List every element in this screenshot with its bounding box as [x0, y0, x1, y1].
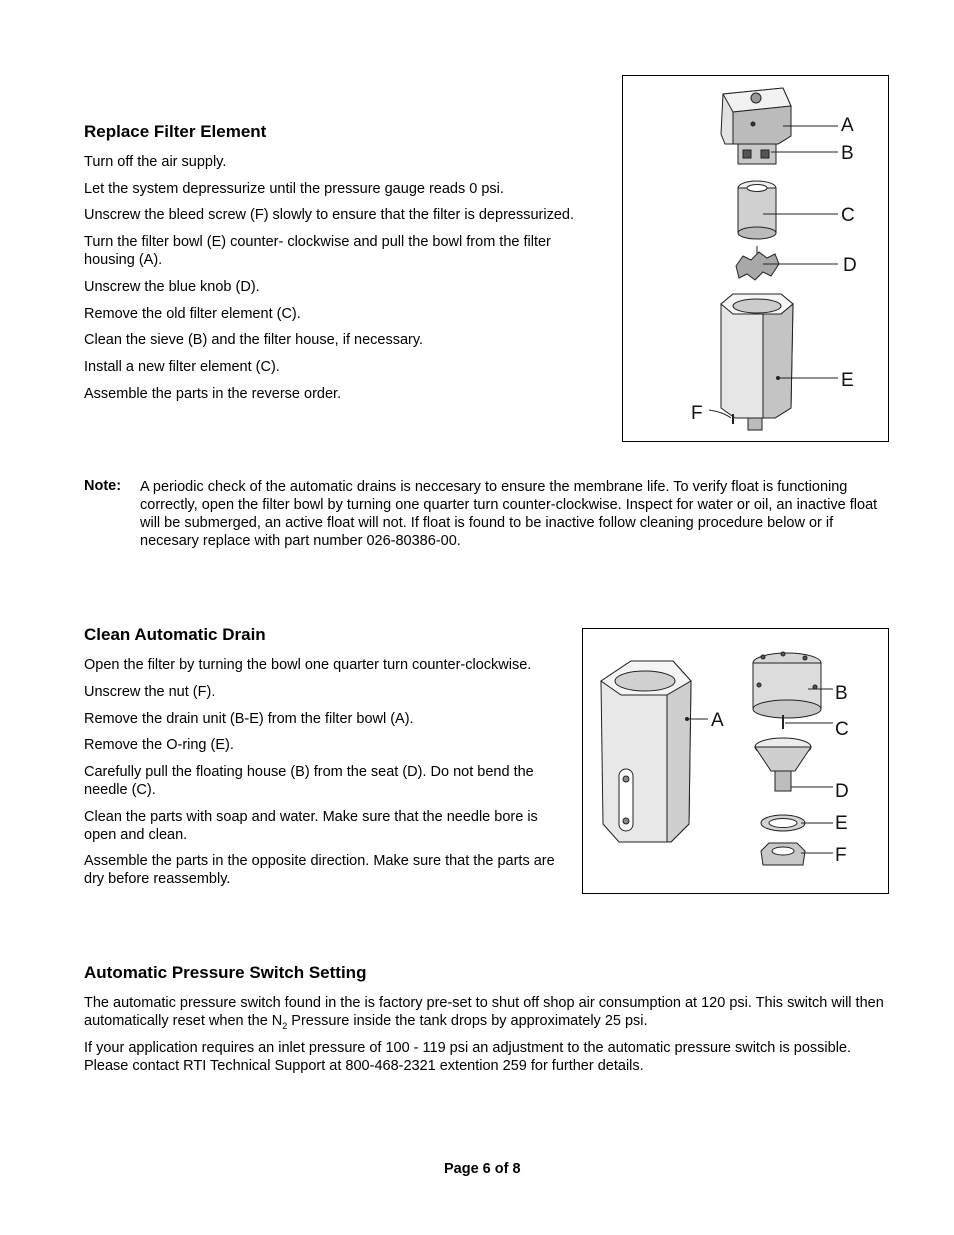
- step-text: Let the system depressurize until the pressure gauge reads 0 psi.: [84, 181, 504, 197]
- figure-label: C: [841, 205, 855, 226]
- figure-label: A: [841, 115, 854, 136]
- section-title-pressure-switch: Automatic Pressure Switch Setting: [84, 963, 367, 982]
- step-text: Unscrew the blue knob (D).: [84, 279, 260, 295]
- step-text: Remove the O-ring (E).: [84, 737, 234, 753]
- section-title-clean-drain: Clean Automatic Drain: [84, 625, 266, 644]
- step-text: Clean the sieve (B) and the filter house, if necessary.: [84, 332, 424, 348]
- step-text: Install a new filter element (C).: [84, 359, 280, 375]
- figure-label: F: [691, 403, 703, 424]
- step-text: Assemble the parts in the opposite direction. Make sure that the parts are dry before reassembly.: [84, 853, 555, 887]
- step-text: Unscrew the bleed screw (F) slowly to ensure that the filter is depressurized.: [84, 207, 574, 223]
- filter-exploded-figure: [622, 75, 889, 442]
- figure-label: C: [835, 719, 849, 740]
- figure-label: A: [711, 710, 724, 731]
- step-text: Clean the parts with soap and water. Make sure that the needle bore is open and clean.: [84, 809, 538, 843]
- figure-label: F: [835, 845, 847, 866]
- step-text: Turn the filter bowl (E) counter- clockwise and pull the bowl from the filter housing (A).: [84, 234, 551, 268]
- step-text: Remove the drain unit (B-E) from the filter bowl (A).: [84, 711, 414, 727]
- step-text: Turn off the air supply.: [84, 154, 227, 170]
- figure-label: B: [835, 683, 848, 704]
- pressure-switch-paragraph-2: If your application requires an inlet pressure of 100 - 119 psi an adjustment to the automatic pressure switch is possible. Please contact RTI Technical Support at 800-468-2321 extention 259 for further details.: [84, 1040, 852, 1074]
- step-text: Carefully pull the floating house (B) from the seat (D). Do not bend the needle (C).: [84, 764, 534, 798]
- step-text: Assemble the parts in the reverse order.: [84, 386, 342, 402]
- step-text: Unscrew the nut (F).: [84, 684, 216, 700]
- figure-label: E: [841, 370, 854, 391]
- filter-diagram: [623, 76, 890, 443]
- figure-label: D: [835, 781, 849, 802]
- pressure-switch-paragraph: The automatic pressure switch found in the is factory pre-set to shut off shop air consumption at 120 psi. This switch will then automatically reset when the $N_2$ Pressure inside the tank drops by approximately 25 psi.: [84, 995, 884, 1031]
- step-text: Open the filter by turning the bowl one quarter turn counter-clockwise.: [84, 657, 532, 673]
- figure-label: E: [835, 813, 848, 834]
- drain-diagram: [583, 629, 890, 895]
- step-text: Remove the old filter element (C).: [84, 306, 301, 322]
- figure-label: B: [841, 143, 854, 164]
- drain-exploded-figure: [582, 628, 889, 894]
- figure-label: D: [843, 255, 857, 276]
- note-label: Note:: [84, 478, 122, 494]
- page-number: Page 6 of 8: [444, 1161, 521, 1177]
- section-title-replace-filter: Replace Filter Element: [84, 122, 267, 141]
- note-text: A periodic check of the automatic drains is neccesary to ensure the membrane life. To verify float is functioning correctly, open the filter bowl by turning one quarter turn counter-clockwise. Inspect for water or oil, an inactive float will be submerged, an active float will not. If float is found to be inactive follow cleaning procedure below or if necesary replace with part number 026-80386-00.: [140, 479, 878, 549]
